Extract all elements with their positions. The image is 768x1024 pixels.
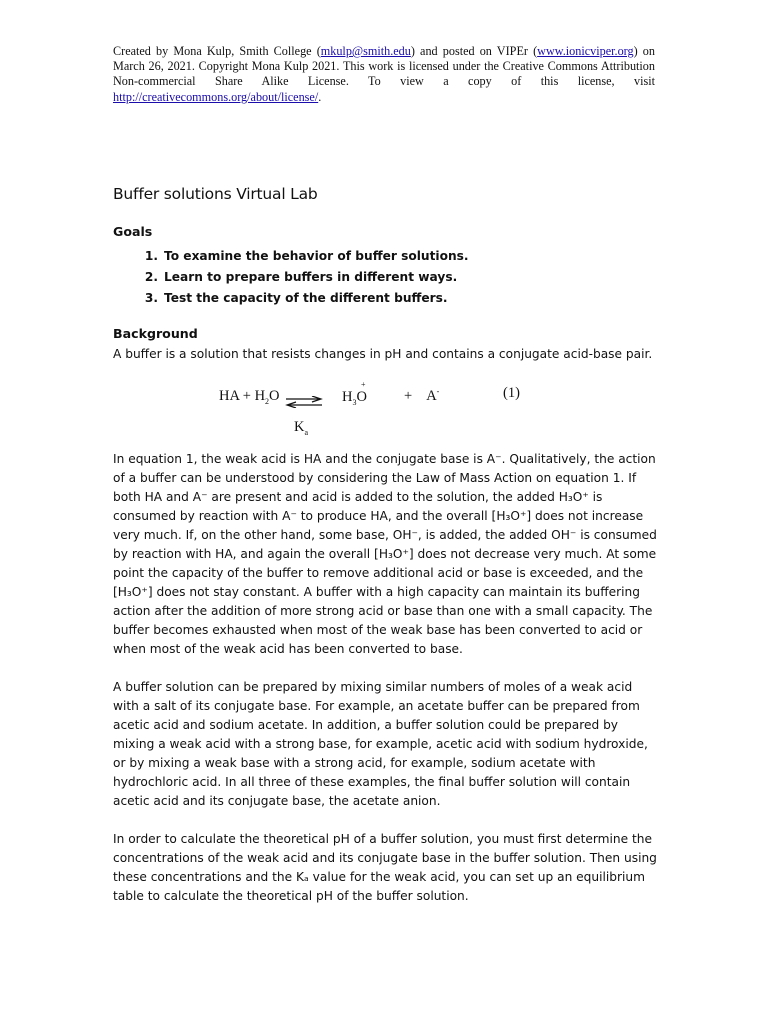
email-link[interactable]: mkulp@smith.edu (320, 44, 411, 58)
viper-site-link[interactable]: www.ionicviper.org (537, 44, 634, 58)
equation-reactants: HA + $H_2O$ (219, 388, 280, 406)
equilibrium-equation (113, 382, 658, 442)
goal-item (113, 288, 469, 309)
goal-text: Learn to prepare buffers in different ways. (164, 270, 458, 284)
background-heading: Background (113, 326, 198, 341)
goals-heading: Goals (113, 224, 153, 239)
attribution-header (113, 44, 655, 105)
goal-number: 1. (144, 249, 158, 263)
goal-item (113, 267, 469, 288)
equation-ka-label: $K_a$ (294, 419, 309, 437)
attribution-text-2: ) and posted on VIPEr ( (410, 44, 538, 58)
body-paragraph-2: A buffer solution can be prepared by mixing similar numbers of moles of a weak acid with a salt of its conjugate base. For example, an acetate buffer can be prepared from acetic acid and sodium acetate. In addition, a buffer solution could be prepared by mixing a weak acid with a strong base, for example, acetic acid with sodium hydroxide, or by mixing a weak base with a strong acid, for example, sodium acetate with hydrochloric acid. In all three of these examples, the final buffer solution will contain acetic acid and its conjugate base, the acetate anion. (113, 680, 648, 808)
goal-text: To examine the behavior of buffer solutions. (164, 249, 469, 263)
goal-number: 2. (144, 270, 158, 284)
attribution-text-end: . (318, 89, 322, 104)
goal-text: Test the capacity of the different buffers. (164, 291, 448, 305)
body-paragraph-3: In order to calculate the theoretical pH of a buffer solution, you must first determine the concentrations of the weak acid and its conjugate base in the buffer solution. Then using these concentrations and the Kₐ value for the weak acid, you can set up an equilibrium table to calculate the theoretical pH of the buffer solution. (113, 832, 657, 903)
document-title: Buffer solutions Virtual Lab (113, 185, 318, 203)
equation-conjugate-base: + A- (404, 387, 440, 404)
document-page (113, 44, 657, 903)
license-link[interactable]: http://creativecommons.org/about/license/ (113, 89, 319, 104)
goals-list (113, 246, 469, 309)
equation-hydronium: $H_3O^+$ (342, 380, 367, 407)
background-intro: A buffer is a solution that resists changes in pH and contains a conjugate acid-base pair. (113, 347, 653, 361)
attribution-text-1: Created by Mona Kulp, Smith College ( (113, 44, 321, 58)
equilibrium-arrows-icon (284, 396, 324, 408)
attribution-text-3: ) on March 26, 2021. Copyright Mona Kulp 2021. This work is licensed under the Creative Commons Attribution Non-commercial Share Alike License. To view a copy of this license, visit (113, 44, 655, 89)
goal-item (113, 246, 469, 267)
goal-number: 3. (144, 291, 158, 305)
body-paragraph-1: In equation 1, the weak acid is HA and the conjugate base is A⁻. Qualitatively, the action of a buffer can be understood by considering the Law of Mass Action on equation 1. If both HA and A⁻ are present and acid is added to the solution, the added H₃O⁺ is consumed by reaction with A⁻ to produce HA, and the overall [H₃O⁺] does not increase very much. If, on the other hand, some base, OH⁻, is added, the added OH⁻ is consumed by reaction with HA, and again the overall [H₃O⁺] does not decrease very much. At some point the capacity of the buffer to remove additional acid or base is exceeded, and the [H₃O⁺] does not stay constant. A buffer with a high capacity can maintain its buffering action after the addition of more strong acid or base than one with a small capacity. The buffer becomes exhausted when most of the weak base has been converted to acid or when most of the weak acid has been converted to base. (113, 452, 657, 656)
equation-number: (1) (503, 385, 520, 401)
